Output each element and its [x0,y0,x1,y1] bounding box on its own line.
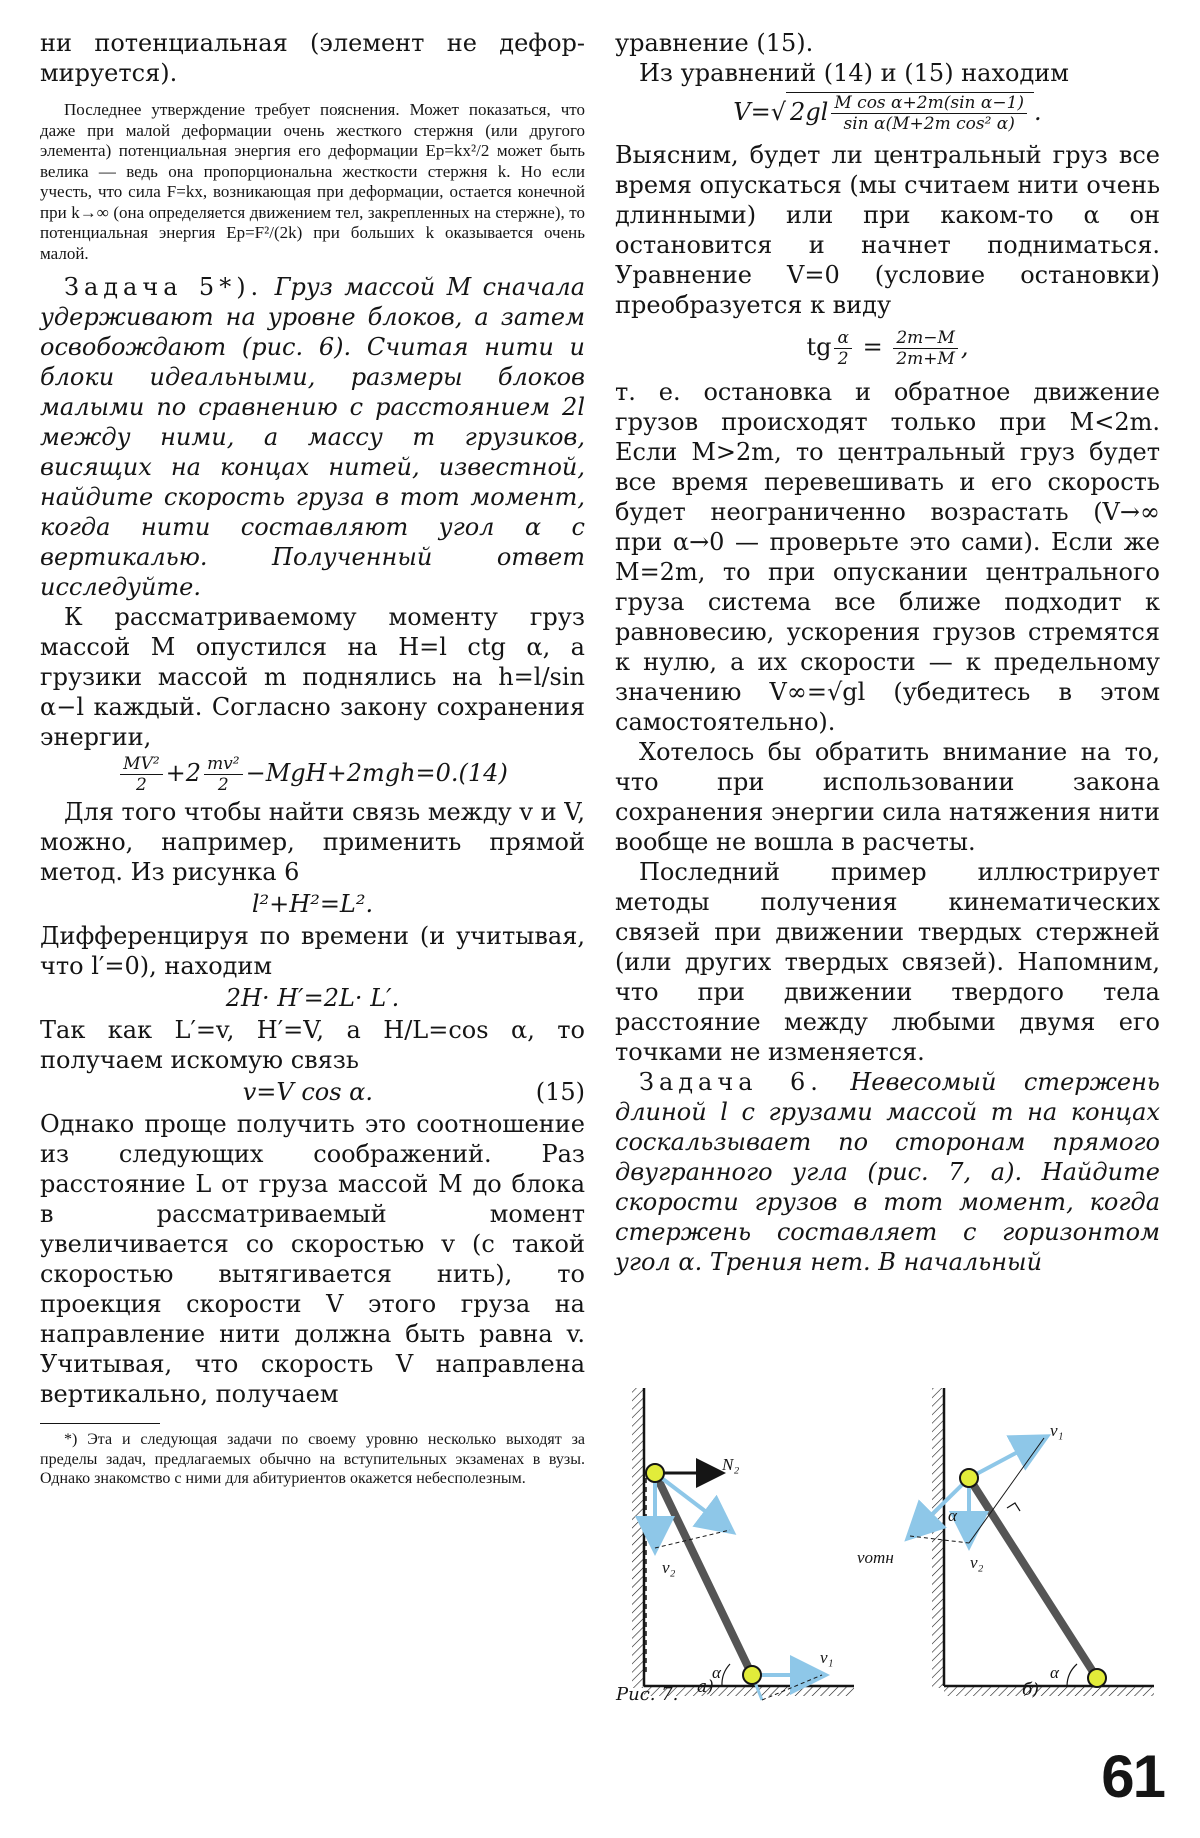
v1-arrow-b [969,1438,1044,1478]
footnote-rule [40,1423,160,1424]
lower-ball-a [743,1666,761,1684]
equation-pythagoras: l²+H²=L². [251,890,374,918]
wall-a-hatching [632,1388,644,1688]
alpha-arc-b [1067,1664,1077,1686]
left-paragraph-4: Дифференцируя по времени (и учитывая, что l′=0), находим [40,922,585,980]
task-5 [40,272,585,602]
alpha-arc-a [722,1664,730,1686]
eqV-left: V= [733,98,771,126]
equation-15 [40,1077,585,1107]
explanatory-note: Последнее утверждение требует пояснения. Может показаться, что даже при малой деформации очень жесткого стержня (или другого элемента) потенциальная энергия его деформации Ep=kx²/2 может быть велика — ведь она пропорциональна жесткости стержня k. Но если учесть, что сила F=kx, возникающая при деформации, остается конечной при k→∞ (она определяется движением тел, закрепленных на стержне), то потенциальная энергия Ep=F²/(2k) при больших k оказывается очень малой. [40,100,585,263]
right-paragraph-6: Последний пример иллюстрирует методы получения кинематических связей при движении твердых стержней (или других твердых связей). Напомним, что при движении твердого тела расстояние между любыми двумя его точками не изменяется. [615,858,1160,1066]
left-paragraph-3: Для того чтобы найти связь между v и V, можно, например, применить прямой метод. Из рисунка 6 [40,798,585,886]
floor-b-hatching [944,1686,1154,1696]
eqV-sqrt-term: 2gl [790,98,829,126]
label-v2-b: v₂ [970,1553,984,1572]
label-v1-a: v₁ [820,1648,834,1667]
eqV-radicand [786,92,1034,134]
task-5-text: Груз массой M сначала удерживают на уровне блоков, а затем освобождают (рис. 6). Считая нити и блоки идеальными, размеры блоков малыми по сравнению с расстоянием 2l между ними, а массу m грузиков, висящих на концах нитей, известной, найдите скорость груза в тот момент, когда нити составляют угол α с вертикалью. Полученный ответ исследуйте. [40,273,585,601]
task-5-label: Задача 5*). [64,273,264,301]
lower-ball-b [1088,1669,1106,1687]
eq-tg-denominator: 2m+M [896,349,955,369]
label-v1-b: v₁ [1050,1421,1064,1440]
equation-tangent [615,328,1160,369]
right-column [615,28,1160,1277]
eqV-fraction [831,93,1027,134]
eq14-a-numerator: MV² [120,754,163,775]
wall-b-hatching [932,1388,944,1688]
left-column [40,28,585,1489]
eq-tg-fraction [893,328,958,369]
left-paragraph-5: Так как L′=v, H′=V, а H/L=cos α, то получаем искомую связь [40,1016,585,1074]
left-paragraph-6: Однако проще получить это соотношение из следующих соображений. Раз расстояние L от груза массой M до блока в рассматриваемый момент увеличивается со скоростью v (с такой скоростью вытягивается нить), то проекция скорости V этого груза на направление нити должна быть равна v. Учитывая, что скорость V направлена вертикально, получаем [40,1110,585,1408]
diagram-b [857,1388,1154,1696]
figure-sub-a: а) [697,1677,714,1697]
equation-velocity: V=√ 2gl $\frac{\text{M cos α+2m(sin α−1)}}{\text{sin α(M+2m cos² α)}}$ . [733,93,1042,134]
rod-b [969,1478,1097,1678]
label-n2: N₂ [722,1455,740,1474]
eqV-dot: . [1034,98,1042,126]
label-v2-a: v₂ [662,1558,676,1577]
left-paragraph-1: ни потенциальная (элемент не дефор-мируется). [40,29,585,87]
label-alpha-top-b: α [948,1506,957,1525]
eq15-number: (15) [535,1078,585,1106]
eq14-fraction-a [120,754,163,795]
eq-tg-numerator: 2m−M [893,328,958,349]
right-paragraph-1: уравнение (15). [615,29,814,57]
label-votn: vотн [857,1548,894,1567]
left-paragraph-2: К рассматриваемому моменту груз массой M опустился на H=l ctg α, а грузики массой m поднялись на h=l/sin α−l каждый. Согласно закону сохранения энергии, [40,603,585,751]
label-alpha-a: α [712,1663,721,1682]
equation-differentiated: 2H· H′=2L· L′. [225,984,400,1012]
figure-caption: Рис. 7. [616,1684,679,1705]
eq15-body: v=V cos α. [242,1078,374,1106]
right-paragraph-2: Из уравнений (14) и (15) находим [639,59,1069,87]
eq14-rest: −MgH+2mgh=0.(14) [245,759,508,787]
right-paragraph-4: т. е. остановка и обратное движение грузов происходят только при M<2m. Если M>2m, то центральный груз будет все время перевешивать и его скорость будет неограниченно возрастать (V→∞ при α→0 — проверьте это сами). Если же M=2m, то при опускании центрального груза система все ближе подходит к равновесию, ускорения грузов стремятся к нулю, а их скорости — к предельному значению V∞=√gl (убедитесь в этом самостоятельно). [615,378,1160,736]
eqV-numerator: M cos α+2m(sin α−1) [831,93,1027,114]
eq-tg-a-denominator: 2 [837,349,849,369]
right-paragraph-5: Хотелось бы обратить внимание на то, что при использовании закона сохранения энергии сила натяжения нити вообще не вошла в расчеты. [615,738,1160,856]
eq-tg-equals: = [862,333,883,361]
right-angle-mark-b [1007,1503,1020,1511]
task-6-text: Невесомый стержень длиной l с грузами массой m на концах соскальзывает по сторонам прямого двугранного угла (рис. 7, а). Найдите скорости грузов в тот момент, когда стержень составляет с горизонтом угол α. Трения нет. В начальный [615,1068,1160,1276]
eq-tg-half-angle [834,328,851,369]
eq-tg-a-numerator: α [834,328,851,349]
eq-tg-left: tg [806,333,832,361]
eq-tg-end: , [960,333,969,361]
eq14-b-numerator: mv² [204,754,243,775]
right-paragraph-3: Выясним, будет ли центральный груз все время опускаться (мы считаем нити очень длинными) или при каком-то α он остановится и начнет подниматься. Уравнение V=0 (условие остановки) преобразуется к виду [615,141,1161,319]
diagram-a [632,1388,854,1700]
page-number: 61 [1101,1743,1164,1810]
equation-14 [40,754,585,795]
figure-7 [612,1378,1172,1718]
footnote: *) Эта и следующая задачи по своему уровню несколько выходят за пределы задач, предлагаемых обычно на вступительных экзаменах в вузы. Однако знакомство с ними для абитуриентов окажется небесполезным. [40,1431,585,1487]
eqV-denominator: sin α(M+2m cos² α) [843,114,1015,134]
label-alpha-b: α [1050,1663,1059,1682]
task-6 [615,1067,1160,1277]
eq14-b-denominator: 2 [217,775,229,795]
upper-ball-a [646,1464,664,1482]
task-6-label: Задача 6. [639,1068,823,1096]
figure-sub-b: б) [1022,1680,1040,1700]
eq14-plus: +2 [165,759,202,787]
eq14-fraction-b [204,754,243,795]
upper-ball-b [960,1469,978,1487]
eq14-a-denominator: 2 [136,775,147,795]
